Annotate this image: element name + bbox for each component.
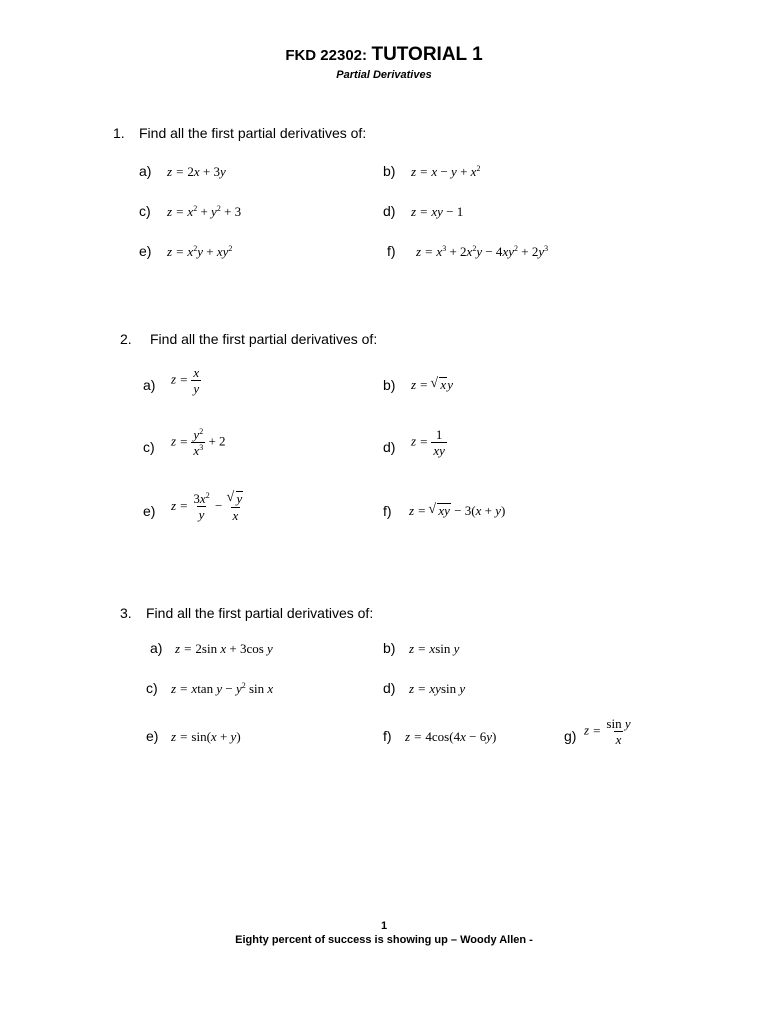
page-number: 1 [380,920,388,932]
q3-item-f-expression: z = 4cos(4x − 6y) [405,729,497,744]
q2-item-a-expression: z = $\frac{x}{y}$ [171,365,200,396]
q3-item-e-label: e) [146,728,159,744]
q1-item-b-expression: $z = x - y + x^2$ [411,164,481,179]
q3-item-f-label: f) [383,728,392,744]
tutorial-title: TUTORIAL 1 [371,44,483,65]
q2-item-c-expression: z = $\frac{y^2}{x^3}$ + 2 [171,427,226,458]
q3-item-d-label: d) [383,680,396,696]
q3-item-c-expression: z = xtan $y - y^2$ sin x [171,681,274,696]
question-3-number: 3. [120,605,132,621]
q1-item-f-label: f) [387,243,396,259]
q3-item-a-label: a) [150,640,163,656]
q2-item-f-expression: z =√ xy − 3(x + y) [409,503,505,519]
q1-item-c-expression: $z = x^2 + y^2 + 3$ [167,204,242,219]
q3-item-c-label: c) [146,680,158,696]
q1-item-f-expression: $z = x^3 + 2x^2y - 4xy^2 + 2y^3$ [416,244,549,259]
question-3-prompt: Find all the first partial derivatives of: [146,605,374,621]
q1-item-d-expression: z = xy − 1 [411,204,464,219]
q3-item-d-expression: z = xysin y [409,681,466,696]
q1-item-a-label: a) [139,163,152,179]
question-2-prompt: Find all the first partial derivatives of: [150,331,378,347]
q1-item-c-label: c) [139,203,151,219]
q3-item-b-label: b) [383,640,396,656]
q1-item-e-expression: $z = x^2y + xy^2$ [167,244,233,259]
q3-item-b-expression: z = xsin y [409,641,460,656]
q2-item-b-expression: z =√ xy [411,377,453,393]
page-title [0,44,768,66]
q2-item-e-expression: z = $\frac{3x^2}{y}$ − √ $\frac{y}{x}$ [171,491,245,523]
q3-item-a-expression: z = 2sin x + 3cos y [175,641,273,656]
q2-item-d-label: d) [383,439,396,455]
q2-item-c-label: c) [143,439,155,455]
question-2-number: 2. [120,331,132,347]
footer-quote: Eighty percent of success is showing up – Woody Allen - [235,934,533,946]
course-code: FKD 22302: [285,47,368,64]
q3-item-g-label: g) [564,728,577,744]
q1-item-e-label: e) [139,243,152,259]
q1-item-a-expression: z = 2x + 3y [167,164,226,179]
page-subtitle: Partial Derivatives [336,69,432,81]
q2-item-e-label: e) [143,503,156,519]
q1-item-d-label: d) [383,203,396,219]
q2-item-f-label: f) [383,503,392,519]
q2-item-d-expression: z = $\frac{1}{xy}$ [411,427,445,458]
q3-item-e-expression: z = sin(x + y) [171,729,241,744]
q2-item-a-label: a) [143,377,156,393]
q1-item-b-label: b) [383,163,396,179]
q2-item-b-label: b) [383,377,396,393]
question-1-prompt: Find all the first partial derivatives of: [139,125,367,141]
question-1-number: 1. [113,125,125,141]
q3-item-g-expression: z = $\frac{\text{sin y}}{x}$ [584,716,631,747]
